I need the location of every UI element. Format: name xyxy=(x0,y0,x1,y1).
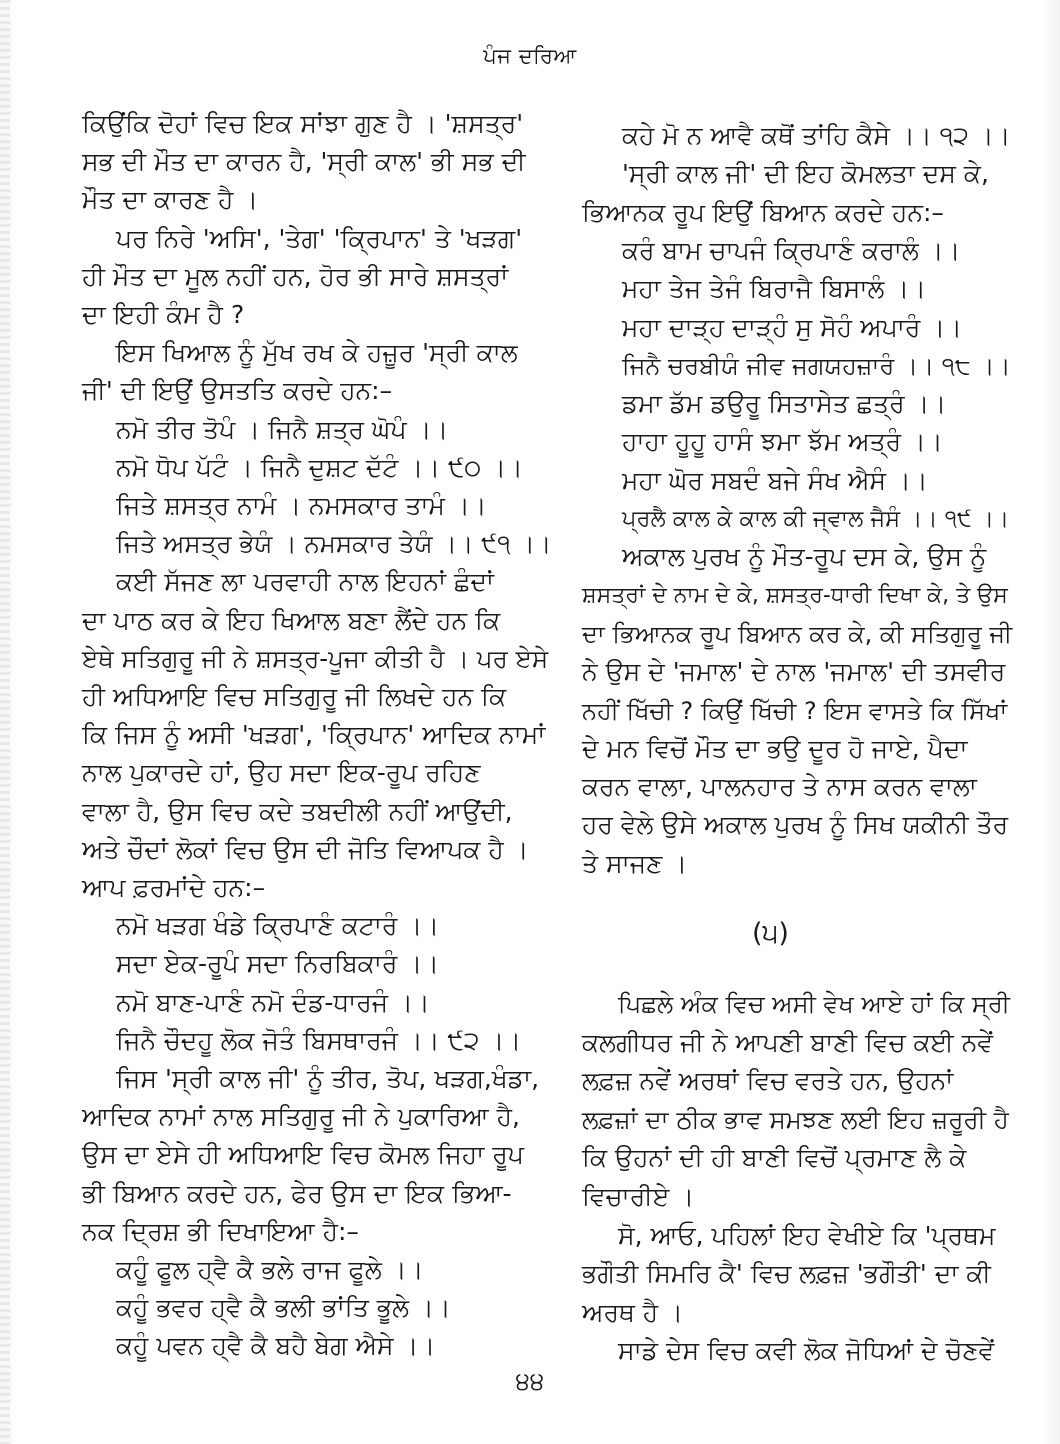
text-line: ਜਿਸ 'ਸ੍ਰੀ ਕਾਲ ਜੀ' ਨੂੰ ਤੀਰ, ਤੋਪ, ਖੜਗ,ਖੰਡਾ, xyxy=(116,1064,540,1093)
text-line: ਸਾਡੇ ਦੇਸ ਵਿਚ ਕਵੀ ਲੋਕ ਜੋਧਿਆਂ ਦੇ ਚੋਣਵੇਂ xyxy=(618,1336,995,1366)
text-line: ਪ੍ਰਲੈ ਕਾਲ ਕੇ ਕਾਲ ਕੀ ਜ੍ਵਾਲ ਜੈਸੰ ।। ੧੯ ।। xyxy=(622,506,1010,532)
text-line: ਵਿਚਾਰੀਏ । xyxy=(582,1182,695,1211)
text-line: ਜਿਨੈ ਚਰਬੀਯੰ ਜੀਵ ਜਗਯਹਜ਼ਾਰੰ ।। ੧੮ ।। xyxy=(622,351,1011,380)
text-line: ਹਰ ਵੇਲੇ ਉਸੇ ਅਕਾਲ ਪੁਰਖ ਨੂੰ ਸਿਖ ਯਕੀਨੀ ਤੌਰ xyxy=(582,810,1009,840)
text-line: ਭਿਆਨਕ ਰੂਪ ਇਉਂ ਬਿਆਨ ਕਰਦੇ ਹਨ:– xyxy=(582,197,944,227)
text-line: ਕਿ ਜਿਸ ਨੂੰ ਅਸੀ 'ਖੜਗ', 'ਕ੍ਰਿਪਾਨ' ਆਦਿਕ ਨਾਮਾਂ xyxy=(82,720,546,750)
text-line: ਕਰਨ ਵਾਲਾ, ਪਾਲਨਹਾਰ ਤੇ ਨਾਸ ਕਰਨ ਵਾਲਾ xyxy=(582,772,977,802)
text-line: ਕਿ ਉਹਨਾਂ ਦੀ ਹੀ ਬਾਣੀ ਵਿਚੋਂ ਪ੍ਰਮਾਣ ਲੈ ਕੇ xyxy=(582,1143,967,1173)
text-line: ਲਫ਼ਜ਼ਾਂ ਦਾ ਠੀਕ ਭਾਵ ਸਮਝਣ ਲਈ ਇਹ ਜ਼ਰੂਰੀ ਹੈ xyxy=(582,1104,1009,1134)
text-line: ਭੀ ਬਿਆਨ ਕਰਦੇ ਹਨ, ਫੇਰ ਉਸ ਦਾ ਇਕ ਭਿਆ- xyxy=(82,1178,512,1208)
text-line: ਨਮੋ ਧੋਪ ਪੱਟੰ । ਜਿਨੈ ਦੁਸ਼ਟ ਦੱਟੰ ।। ੯੦ ।। xyxy=(116,452,523,482)
text-line: ਆਦਿਕ ਨਾਮਾਂ ਨਾਲ ਸਤਿਗੁਰੂ ਜੀ ਨੇ ਪੁਕਾਰਿਆ ਹੈ, xyxy=(82,1102,520,1132)
text-line: ਕਹੂੰ ਭਵਰ ਹ੍ਵੈ ਕੈ ਭਲੀ ਭਾਂਤਿ ਭੂਲੇ ।। xyxy=(116,1293,451,1323)
text-line: ਅਕਾਲ ਪੁਰਖ ਨੂੰ ਮੌਤ-ਰੂਪ ਦਸ ਕੇ, ਉਸ ਨੂੰ xyxy=(622,542,987,572)
page-number: ੪੪ xyxy=(515,1366,545,1395)
text-line: ਮੌਤ ਦਾ ਕਾਰਣ ਹੈ । xyxy=(82,185,259,215)
text-line: ਜਿਨੈ ਚੌਦਹੂ ਲੋਕ ਜੋਤੰ ਬਿਸਥਾਰਜੰ ।। ੯੨ ।। xyxy=(116,1025,522,1055)
text-line: ਨਾਲ ਪੁਕਾਰਦੇ ਹਾਂ, ਉਹ ਸਦਾ ਇਕ-ਰੂਪ ਰਹਿਣ xyxy=(82,758,481,788)
text-line: ਸੋ, ਆਓ, ਪਹਿਲਾਂ ਇਹ ਵੇਖੀਏ ਕਿ 'ਪ੍ਰਥਮ xyxy=(618,1220,996,1250)
text-line: ਦਾ ਭਿਆਨਕ ਰੂਪ ਬਿਆਨ ਕਰ ਕੇ, ਕੀ ਸਤਿਗੁਰੂ ਜੀ xyxy=(582,619,1013,648)
text-line: ਜੀ' ਦੀ ਇਉਂ ਉਸਤਤਿ ਕਰਦੇ ਹਨ:– xyxy=(82,376,393,406)
text-line: ਜਿਤੇ ਸ਼ਸਤ੍ਰ ਨਾਮੰ । ਨਮਸਕਾਰ ਤਾਮੰ ।। xyxy=(116,491,487,520)
text-line: ਦੇ ਮਨ ਵਿਚੋਂ ਮੌਤ ਦਾ ਭਉ ਦੂਰ ਹੋ ਜਾਏ, ਪੈਦਾ xyxy=(582,733,968,763)
text-line: ਕਲਗੀਧਰ ਜੀ ਨੇ ਆਪਣੀ ਬਾਣੀ ਵਿਚ ਕਈ ਨਵੇਂ xyxy=(582,1027,993,1057)
text-line: ਨਮੋ ਖੜਗ ਖੰਡੇ ਕ੍ਰਿਪਾਣੰ ਕਟਾਰੰ ।। xyxy=(116,911,440,941)
text-line: ਸਦਾ ਏਕ-ਰੂਪੰ ਸਦਾ ਨਿਰਬਿਕਾਰੰ ।। xyxy=(116,949,440,979)
running-header: ਪੰਜ ਦਰਿਆ xyxy=(483,44,577,68)
text-line: ਅਤੇ ਚੌਦਾਂ ਲੋਕਾਂ ਵਿਚ ਉਸ ਦੀ ਜੋਤਿ ਵਿਆਪਕ ਹੈ । xyxy=(82,834,529,864)
text-line: ਵਾਲਾ ਹੈ, ਉਸ ਵਿਚ ਕਦੇ ਤਬਦੀਲੀ ਨਹੀਂ ਆਉਂਦੀ, xyxy=(82,796,513,826)
text-line: ਅਰਥ ਹੈ । xyxy=(582,1297,683,1327)
text-line: ਹੀ ਅਧਿਆਇ ਵਿਚ ਸਤਿਗੁਰੂ ਜੀ ਲਿਖਦੇ ਹਨ ਕਿ xyxy=(82,682,507,711)
text-line: ਨਮੋ ਬਾਣ-ਪਾਣੰ ਨਮੋ ਦੰਡ-ਧਾਰਜੰ ।। xyxy=(116,987,430,1017)
text-line: ਨਹੀਂ ਖਿੱਚੀ ? ਕਿਉਂ ਖਿੱਚੀ ? ਇਸ ਵਾਸਤੇ ਕਿ ਸਿੱਖਾਂ xyxy=(582,696,1008,725)
text-line: ਹਾਹਾ ਹੂਹੂ ਹਾਸੰ ਝਮਾ ਝੱਮ ਅਤ੍ਰੰ ।। xyxy=(622,427,943,457)
section-number: (੫) xyxy=(752,918,789,949)
text-line: 'ਸ੍ਰੀ ਕਾਲ ਜੀ' ਦੀ ਇਹ ਕੋਮਲਤਾ ਦਸ ਕੇ, xyxy=(622,159,989,189)
text-line: ਮਹਾ ਤੇਜ ਤੇਜੰ ਬਿਰਾਜੈ ਬਿਸਾਲੰ ।। xyxy=(622,274,927,304)
text-line: ਕਈ ਸੱਜਣ ਲਾ ਪਰਵਾਹੀ ਨਾਲ ਇਹਨਾਂ ਛੰਦਾਂ xyxy=(116,567,495,597)
text-line: ਕਿਉਂਕਿ ਦੋਹਾਂ ਵਿਚ ਇਕ ਸਾਂਝਾ ਗੁਣ ਹੈ । 'ਸ਼ਸਤ੍ਰ' xyxy=(82,109,524,138)
text-line: ਜਿਤੇ ਅਸਤ੍ਰ ਭੇਯੰ । ਨਮਸਕਾਰ ਤੇਯੰ ।। ੯੧ ।। xyxy=(116,529,552,559)
text-line: ਸ਼ਸਤ੍ਰਾਂ ਦੇ ਨਾਮ ਦੇ ਕੇ, ਸ਼ਸਤ੍ਰ-ਧਾਰੀ ਦਿਖਾ ਕੇ, ਤੇ ਉਸ xyxy=(582,582,1008,608)
text-line: ਕਹੇ ਮੋ ਨ ਆਵੈ ਕਥੋਂ ਤਾਂਹਿ ਕੈਸੇ ।। ੧੨ ।। xyxy=(622,121,1011,150)
text-line: ਆਪ ਫ਼ਰਮਾਂਦੇ ਹਨ:– xyxy=(82,873,266,902)
page-binding-edge xyxy=(0,0,10,1444)
text-line: ਭਗੌਤੀ ਸਿਮਰਿ ਕੈ' ਵਿਚ ਲਫ਼ਜ਼ 'ਭਗੌਤੀ' ਦਾ ਕੀ xyxy=(582,1259,991,1289)
text-line: ਲਫ਼ਜ਼ ਨਵੇਂ ਅਰਥਾਂ ਵਿਚ ਵਰਤੇ ਹਨ, ਉਹਨਾਂ xyxy=(582,1066,954,1096)
text-line: ਕਰੰ ਬਾਮ ਚਾਪਜੰ ਕ੍ਰਿਪਾਣੰ ਕਰਾਲੰ ।। xyxy=(622,235,961,265)
text-line: ਪਿਛਲੇ ਅੰਕ ਵਿਚ ਅਸੀ ਵੇਖ ਆਏ ਹਾਂ ਕਿ ਸ੍ਰੀ xyxy=(618,990,1011,1018)
text-line: ਦਾ ਇਹੀ ਕੰਮ ਹੈ ? xyxy=(82,300,245,329)
text-line: ਨੇ ਉਸ ਦੇ 'ਜਮਾਲ' ਦੇ ਨਾਲ 'ਜਮਾਲ' ਦੀ ਤਸਵੀਰ xyxy=(582,657,1006,687)
text-line: ਸਭ ਦੀ ਮੌਤ ਦਾ ਕਾਰਨ ਹੈ, 'ਸ੍ਰੀ ਕਾਲ' ਭੀ ਸਭ ਦੀ xyxy=(82,147,526,177)
text-line: ਕਹੂੰ ਫੂਲ ਹ੍ਵੈ ਕੈ ਭਲੇ ਰਾਜ ਫੂਲੇ ।। xyxy=(116,1255,424,1284)
text-line: ਹੀ ਮੌਤ ਦਾ ਮੂਲ ਨਹੀਂ ਹਨ, ਹੋਰ ਭੀ ਸਾਰੇ ਸ਼ਸਤ੍ਰਾਂ xyxy=(82,261,509,291)
text-line: ਨਮੋ ਤੀਰ ਤੋਪੰ । ਜਿਨੈ ਸ਼ਤ੍ਰ ਘੋਪੰ ।। xyxy=(116,414,449,444)
text-line: ਉਸ ਦਾ ਏਸੇ ਹੀ ਅਧਿਆਇ ਵਿਚ ਕੋਮਲ ਜਿਹਾ ਰੂਪ xyxy=(82,1140,524,1170)
text-line: ਮਹਾ ਘੋਰ ਸਬਦੰ ਬਜੇ ਸੰਖ ਐਸੰ ।। xyxy=(622,465,928,495)
text-line: ਪਰ ਨਿਰੇ 'ਅਸਿ', 'ਤੇਗ' 'ਕ੍ਰਿਪਾਨ' ਤੇ 'ਖੜਗ' xyxy=(116,223,523,253)
text-line: ਇਸ ਖਿਆਲ ਨੂੰ ਮੁੱਖ ਰਖ ਕੇ ਹਜ਼ੂਰ 'ਸ੍ਰੀ ਕਾਲ xyxy=(116,338,518,368)
text-line: ਏਥੇ ਸਤਿਗੁਰੂ ਜੀ ਨੇ ਸ਼ਸਤ੍ਰ-ਪੂਜਾ ਕੀਤੀ ਹੈ । ਪਰ ਏਸੇ xyxy=(82,643,549,673)
text-line: ਮਹਾ ਦਾੜ੍ਹ ਦਾੜ੍ਹੰ ਸੁ ਸੋਹੰ ਅਪਾਰੰ ।। xyxy=(622,312,963,342)
text-line: ਡਮਾ ਡੱਮ ਡਉਰੂ ਸਿਤਾਸੇਤ ਛਤ੍ਰੰ ।। xyxy=(622,389,947,419)
text-line: ਨਕ ਦ੍ਰਿਸ਼ ਭੀ ਦਿਖਾਇਆ ਹੈ:– xyxy=(82,1216,359,1246)
text-line: ਤੇ ਸਾਜਣ । xyxy=(582,848,688,878)
text-line: ਦਾ ਪਾਠ ਕਰ ਕੇ ਇਹ ਖਿਆਲ ਬਣਾ ਲੈਂਦੇ ਹਨ ਕਿ xyxy=(82,605,501,635)
text-line: ਕਹੂੰ ਪਵਨ ਹ੍ਵੈ ਕੈ ਬਹੈ ਬੇਗ ਐਸੇ ।। xyxy=(116,1331,436,1361)
